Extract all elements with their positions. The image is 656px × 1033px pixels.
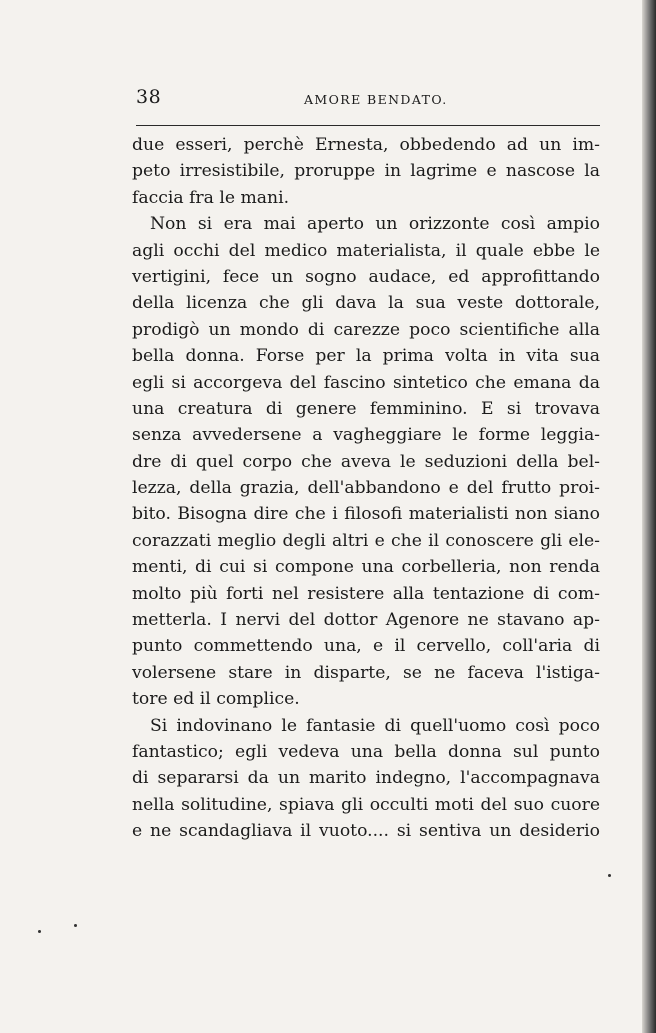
text-line: una creatura di genere femminino. E si trovava [132, 398, 600, 419]
text-line: dre di quel corpo che aveva le seduzioni della bel- [132, 451, 600, 472]
running-title: AMORE BENDATO. [304, 92, 448, 107]
text-line: della licenza che gli dava la sua veste dottorale, [132, 293, 600, 314]
text-line: senza avvedersene a vagheggiare le forme leggia- [132, 425, 600, 446]
text-line: Si indovinano le fantasie di quell'uomo così poco [150, 715, 600, 736]
print-speck [608, 874, 611, 877]
body-text [132, 132, 600, 845]
text-line: molto più forti nel resistere alla tentazione di com- [132, 583, 600, 604]
page-header [136, 86, 602, 114]
text-line: Non si era mai aperto un orizzonte così ampio [150, 214, 600, 235]
text-line: menti, di cui si compone una corbelleria, non renda [132, 557, 600, 578]
text-line: tore ed il complice. [132, 689, 300, 710]
print-speck [74, 924, 77, 927]
text-line: bito. Bisogna dire che i filosofi materialisti non siano [132, 504, 600, 525]
text-line: agli occhi del medico materialista, il quale ebbe le [132, 240, 600, 261]
text-line: metterla. I nervi del dottor Agenore ne stavano ap- [132, 610, 600, 631]
text-line: fantastico; egli vedeva una bella donna sul punto [132, 741, 600, 762]
text-line: prodigò un mondo di carezze poco scientifiche alla [132, 319, 600, 340]
page-gutter-shadow [642, 0, 656, 1033]
text-line: faccia fra le mani. [132, 187, 290, 208]
text-line: bella donna. Forse per la prima volta in vita sua [132, 346, 600, 367]
text-line: egli si accorgeva del fascino sintetico che emana da [132, 372, 600, 393]
text-line: nella solitudine, spiava gli occulti moti del suo cuore [132, 794, 600, 815]
text-line: corazzati meglio degli altri e che il conoscere gli ele- [132, 530, 600, 551]
text-line: e ne scandagliava il vuoto.... si sentiva un desiderio [132, 821, 600, 842]
text-line: di separarsi da un marito indegno, l'accompagnava [132, 768, 600, 789]
text-line: due esseri, perchè Ernesta, obbedendo ad un im- [132, 135, 600, 155]
header-rule [136, 125, 600, 126]
text-line: vertigini, fece un sogno audace, ed approfittando [132, 266, 600, 287]
print-speck [38, 930, 41, 933]
text-line: lezza, della grazia, dell'abbandono e del frutto proi- [132, 478, 600, 499]
page-number: 38 [136, 86, 162, 108]
text-line: peto irresistibile, proruppe in lagrime e nascose la [132, 161, 600, 182]
text-line: volersene stare in disparte, se ne faceva l'istiga- [132, 662, 600, 683]
text-line: punto commettendo una, e il cervello, coll'aria di [132, 636, 600, 657]
